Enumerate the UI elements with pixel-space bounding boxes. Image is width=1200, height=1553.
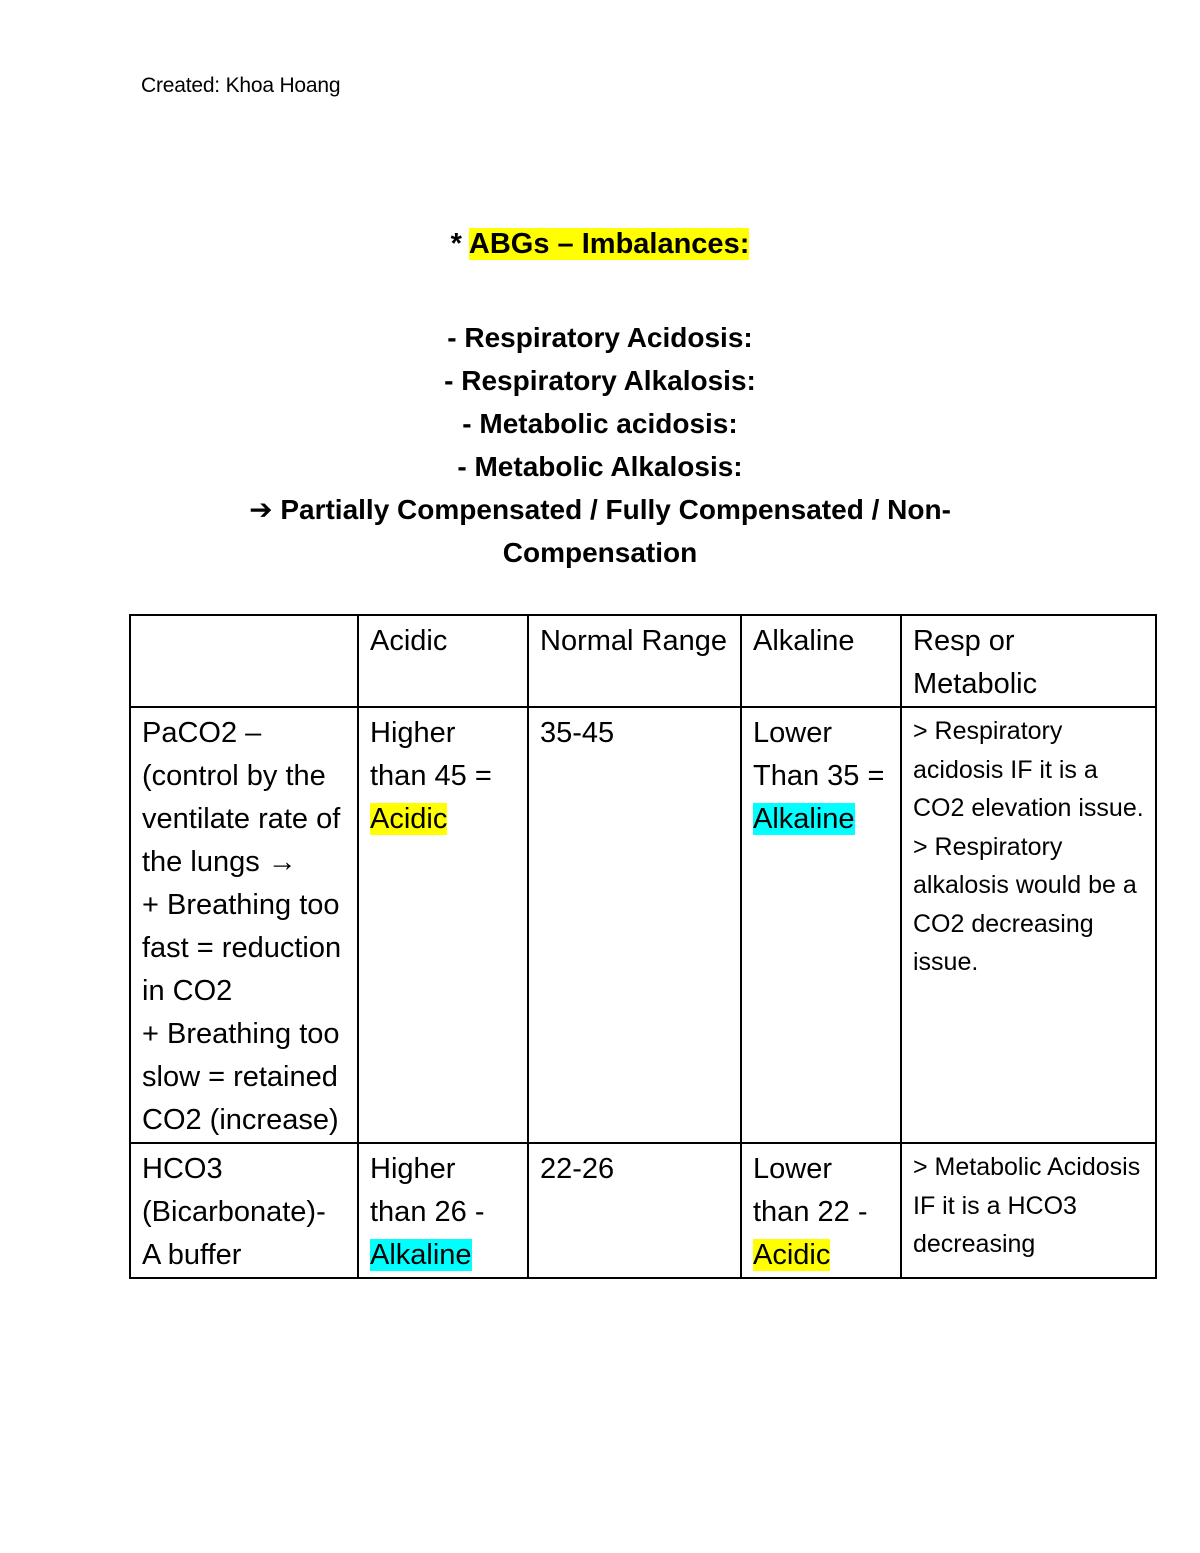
list-item: - Respiratory Acidosis: [447, 322, 753, 353]
hco3-notes-cell: > Metabolic Acidosis IF it is a HCO3 decreasing [901, 1143, 1156, 1278]
alkaline-tag: Alkaline [753, 803, 855, 835]
abg-table [129, 614, 1157, 1279]
table-row [130, 707, 1156, 1143]
compensation-text-1: Partially Compensated / Fully Compensated / Non- [280, 494, 951, 525]
hco3-param-cell: HCO3 (Bicarbonate)- A buffer [130, 1143, 358, 1278]
paco2-param-cell [130, 707, 358, 1143]
hco3-acidic-cell: Higher than 26 - Alkaline [358, 1143, 528, 1278]
acidic-tag: Acidic [370, 803, 448, 835]
title-prefix: * [450, 228, 469, 260]
list-item: - Metabolic acidosis: [462, 408, 738, 439]
header-cell-acidic: Acidic [358, 615, 528, 707]
paco2-fast: + Breathing too fast = reduction in CO2 [142, 889, 342, 1007]
created-by-label: Created: Khoa Hoang [141, 74, 341, 97]
paco2-desc: PaCO2 – (control by the ventilate rate of the lungs → [142, 717, 341, 878]
paco2-alkaline-cell: Lower Than 35 = Alkaline [741, 707, 901, 1143]
list-item: - Respiratory Alkalosis: [444, 365, 756, 396]
paco2-normal-cell: 35-45 [528, 707, 741, 1143]
compensation-line [0, 488, 1200, 574]
paco2-slow: + Breathing too slow = retained CO2 (increase) [142, 1018, 340, 1136]
paco2-notes-cell: > Respiratory acidosis IF it is a CO2 elevation issue. > Respiratory alkalosis would be a CO2 decreasing issue. [901, 707, 1156, 1143]
header-cell-alkaline: Alkaline [741, 615, 901, 707]
imbalance-list [0, 316, 1200, 488]
table-row [130, 1143, 1156, 1278]
title-text: ABGs – Imbalances: [468, 228, 750, 260]
paco2-acidic-cell: Higher than 45 = Acidic [358, 707, 528, 1143]
acidic-tag: Acidic [753, 1239, 831, 1271]
header-cell-resp-or-metabolic: Resp or Metabolic [901, 615, 1156, 707]
compensation-text-2: Compensation [502, 537, 698, 568]
table-header-row [130, 615, 1156, 707]
hco3-alkaline-cell: Lower than 22 - Acidic [741, 1143, 901, 1278]
hco3-normal-cell: 22-26 [528, 1143, 741, 1278]
header-cell-normal-range: Normal Range [528, 615, 741, 707]
list-item: - Metabolic Alkalosis: [457, 451, 743, 482]
page-title [0, 228, 1200, 261]
alkaline-tag: Alkaline [370, 1239, 472, 1271]
header-cell-empty [130, 615, 358, 707]
arrow-icon: ➔ [249, 494, 273, 525]
